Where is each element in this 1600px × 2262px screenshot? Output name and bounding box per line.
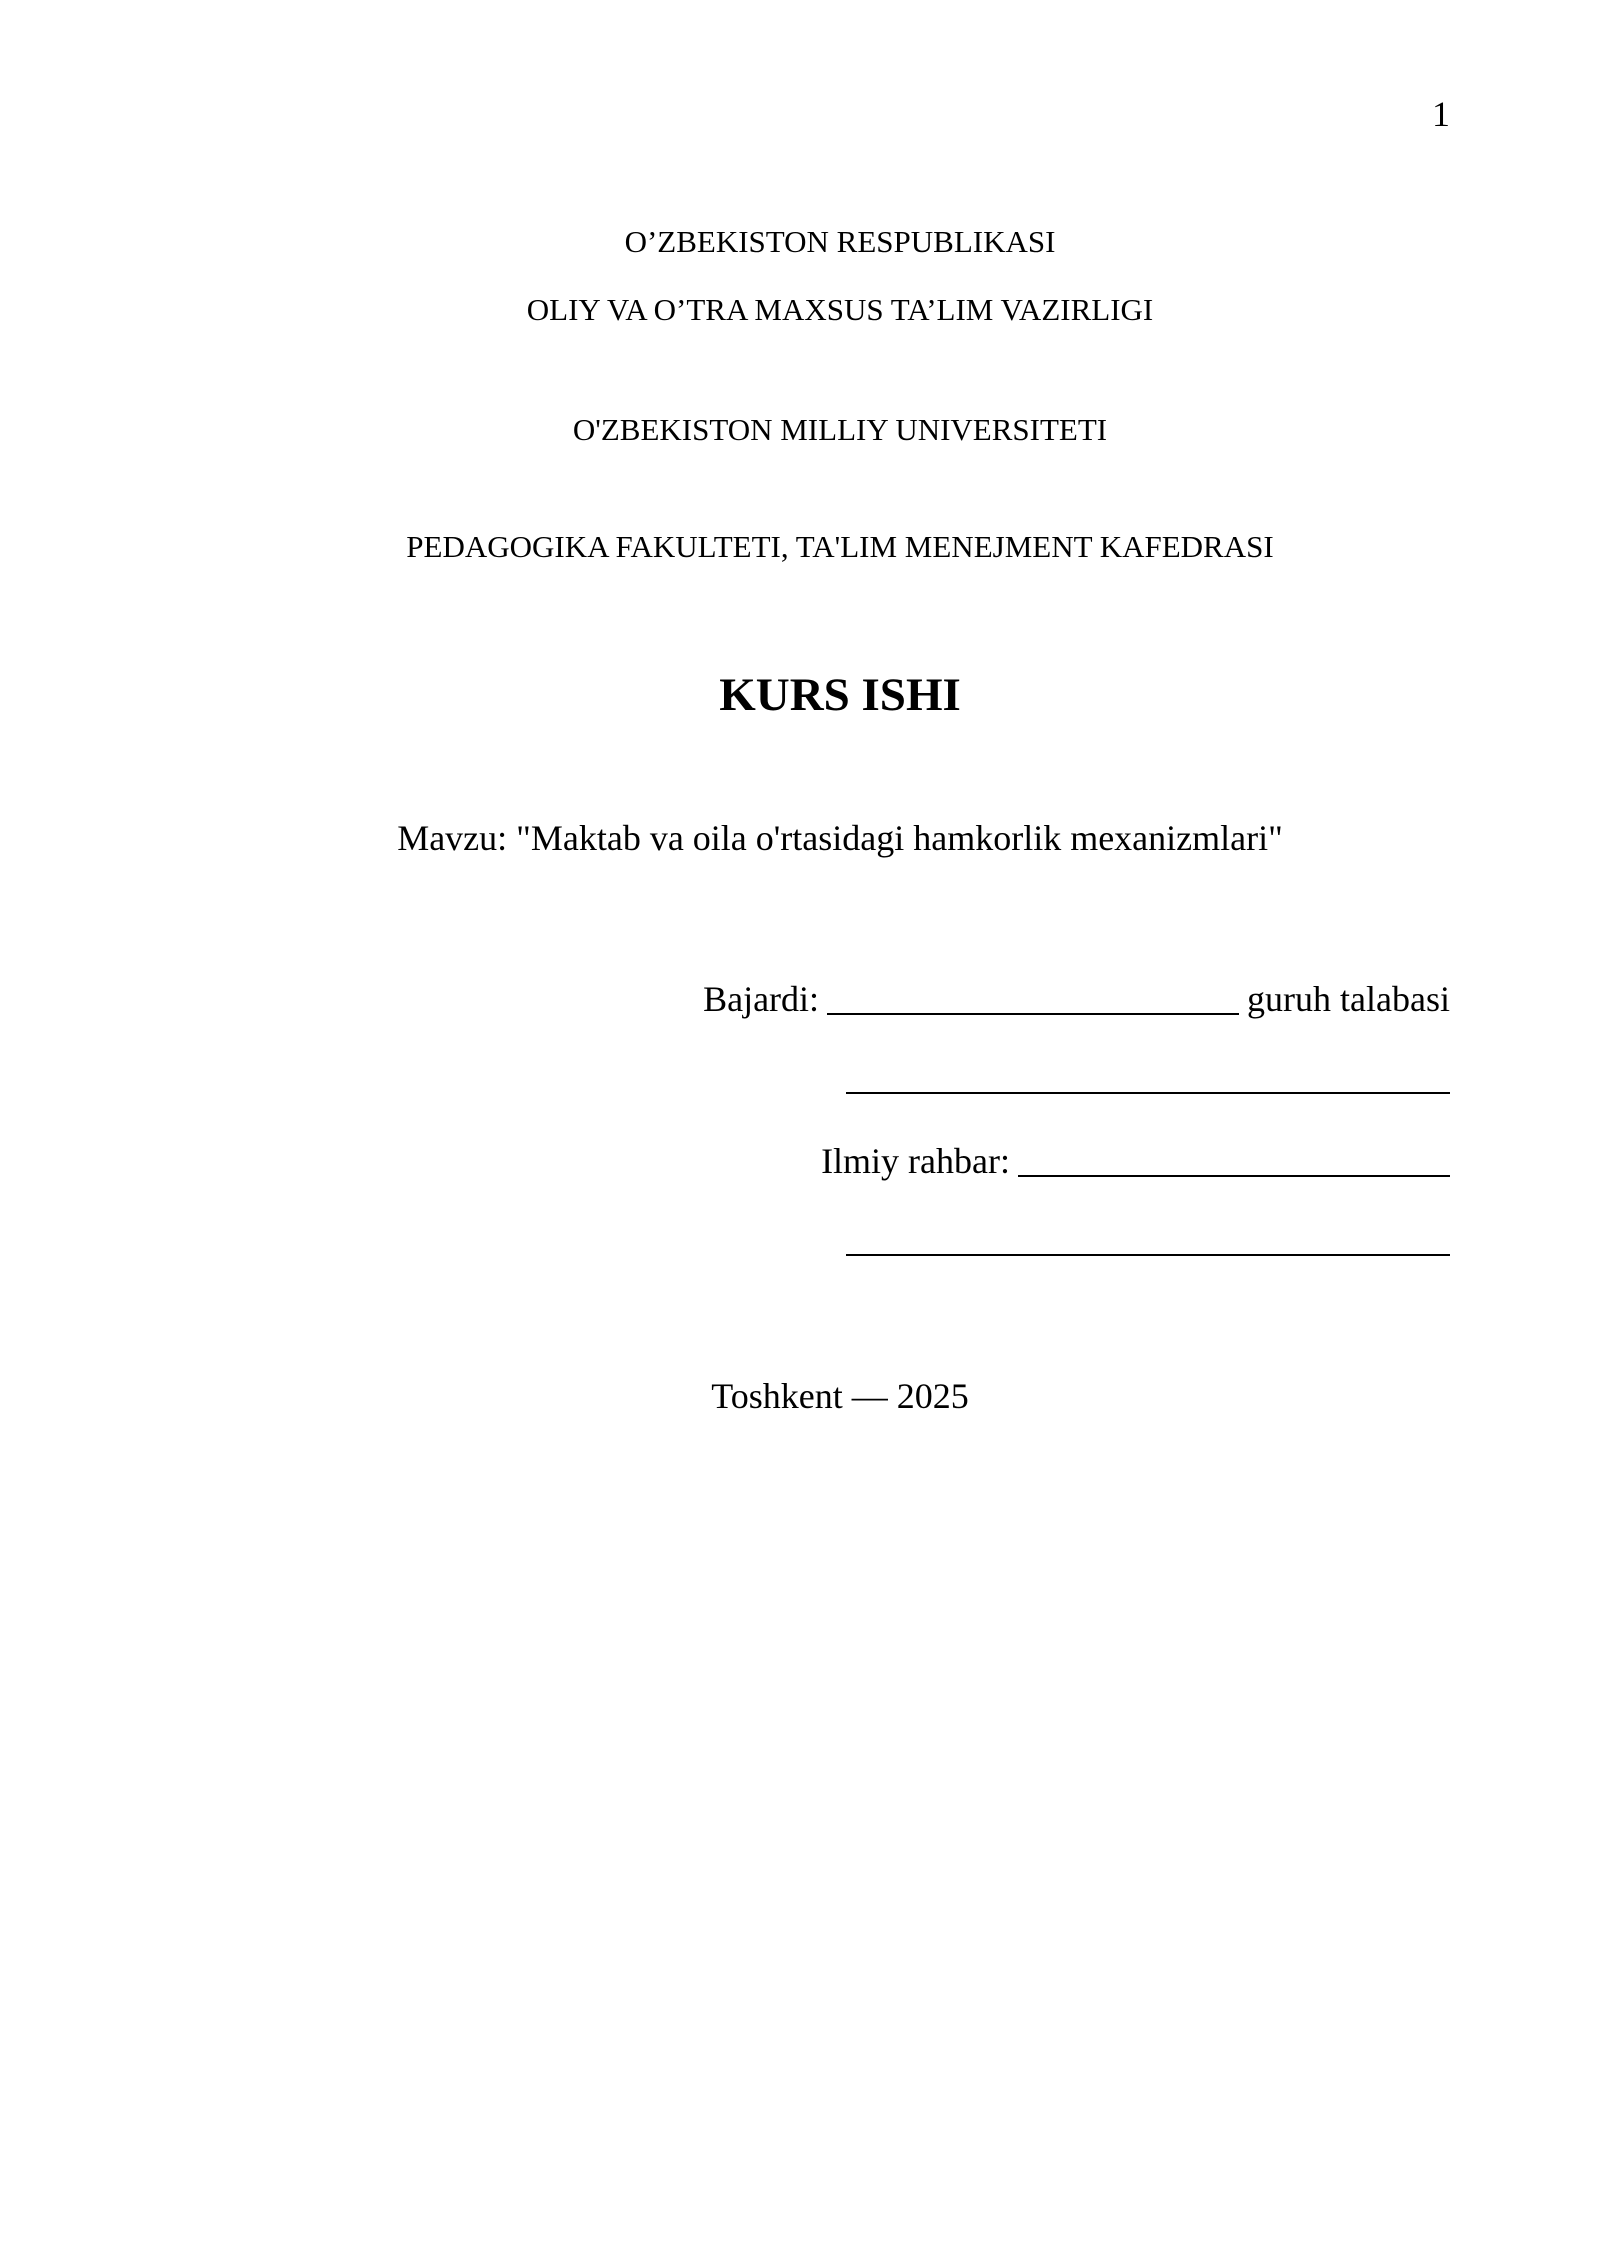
performed-by-label: Bajardi: xyxy=(703,979,820,1019)
header-faculty: PEDAGOGIKA FAKULTETI, TA'LIM MENEJMENT KAFEDRASI xyxy=(406,529,1274,564)
supervisor-name-blank xyxy=(846,1224,1450,1256)
performed-by-line xyxy=(703,981,1450,1017)
student-name-line xyxy=(846,1062,1450,1096)
document-title: KURS ISHI xyxy=(719,669,961,721)
header-ministry: OLIY VA O’TRA MAXSUS TA’LIM VAZIRLIGI xyxy=(526,292,1154,327)
group-blank xyxy=(827,983,1239,1015)
header-republic: O’ZBEKISTON RESPUBLIKASI xyxy=(624,224,1056,259)
student-name-blank xyxy=(846,1062,1450,1094)
group-student-label: guruh talabasi xyxy=(1247,979,1450,1019)
supervisor-label: Ilmiy rahbar: xyxy=(821,1141,1010,1181)
city-year: Toshkent — 2025 xyxy=(711,1376,969,1416)
supervisor-name-line xyxy=(846,1224,1450,1258)
page-number: 1 xyxy=(1432,94,1450,134)
supervisor-blank xyxy=(1018,1145,1450,1177)
supervisor-line xyxy=(821,1143,1450,1179)
header-university: O'ZBEKISTON MILLIY UNIVERSITETI xyxy=(572,412,1108,447)
topic-line: Mavzu: "Maktab va oila o'rtasidagi hamkorlik mexanizmlari" xyxy=(397,818,1283,858)
